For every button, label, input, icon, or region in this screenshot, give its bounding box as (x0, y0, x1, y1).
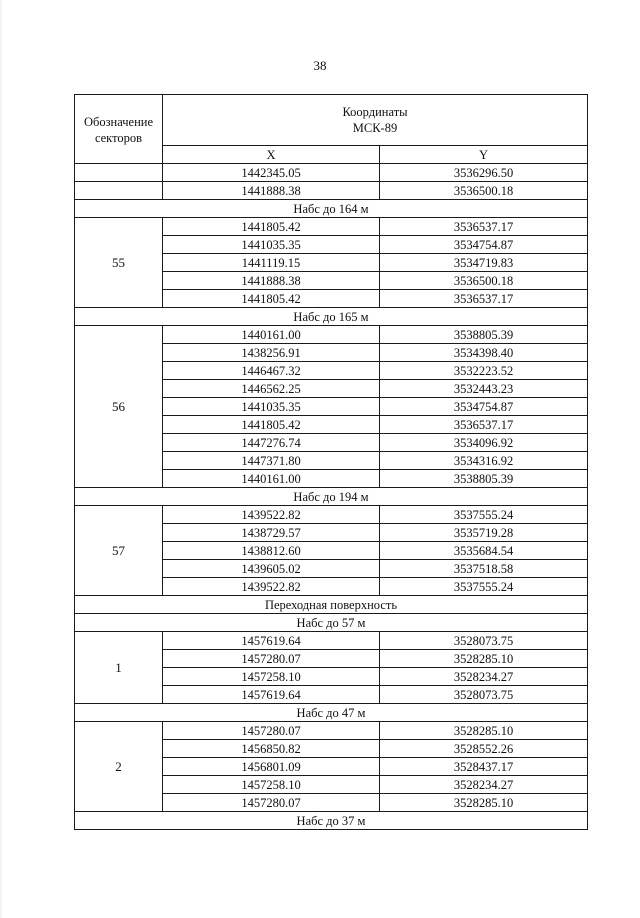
y-coordinate-cell: 3536537.17 (380, 218, 588, 236)
y-coordinate-cell: 3534316.92 (380, 452, 588, 470)
x-coordinate-cell: 1439522.82 (163, 578, 380, 596)
table-body (75, 164, 588, 830)
height-limit-label: Набс до 194 м (75, 488, 588, 506)
y-coordinate-cell: 3534754.87 (380, 398, 588, 416)
y-coordinate-cell: 3535719.28 (380, 524, 588, 542)
sector-cell-empty (75, 164, 163, 182)
y-coordinate-cell: 3534096.92 (380, 434, 588, 452)
y-coordinate-cell: 3536500.18 (380, 272, 588, 290)
y-coordinate-cell: 3528285.10 (380, 722, 588, 740)
x-coordinate-cell: 1457280.07 (163, 722, 380, 740)
height-limit-row (75, 704, 588, 722)
coordinates-table (74, 94, 588, 830)
y-coordinate-cell: 3538805.39 (380, 326, 588, 344)
y-coordinate-cell: 3536537.17 (380, 416, 588, 434)
sector-number-cell: 2 (75, 722, 163, 812)
table-row (75, 218, 588, 236)
height-limit-label: Набс до 47 м (75, 704, 588, 722)
table-row (75, 326, 588, 344)
sector-number-cell: 1 (75, 632, 163, 704)
table-row (75, 722, 588, 740)
height-limit-label: Переходная поверхность (75, 596, 588, 614)
scan-edge (0, 0, 2, 918)
x-coordinate-cell: 1447371.80 (163, 452, 380, 470)
y-coordinate-cell: 3532443.23 (380, 380, 588, 398)
x-coordinate-cell: 1440161.00 (163, 326, 380, 344)
y-coordinate-cell: 3528073.75 (380, 632, 588, 650)
y-coordinate-cell: 3537555.24 (380, 578, 588, 596)
x-coordinate-cell: 1441805.42 (163, 218, 380, 236)
x-coordinate-cell: 1439605.02 (163, 560, 380, 578)
x-coordinate-cell: 1438812.60 (163, 542, 380, 560)
y-coordinate-cell: 3528234.27 (380, 776, 588, 794)
x-coordinate-cell: 1441888.38 (163, 182, 380, 200)
x-coordinate-cell: 1457280.07 (163, 650, 380, 668)
y-coordinate-cell: 3537518.58 (380, 560, 588, 578)
x-coordinate-cell: 1446562.25 (163, 380, 380, 398)
y-coordinate-cell: 3528285.10 (380, 650, 588, 668)
x-coordinate-cell: 1441805.42 (163, 290, 380, 308)
x-coordinate-cell: 1457619.64 (163, 632, 380, 650)
y-coordinate-cell: 3536537.17 (380, 290, 588, 308)
y-coordinate-cell: 3532223.52 (380, 362, 588, 380)
x-column-header: X (163, 146, 380, 164)
x-coordinate-cell: 1440161.00 (163, 470, 380, 488)
y-coordinate-cell: 3528437.17 (380, 758, 588, 776)
sector-number-cell: 56 (75, 326, 163, 488)
page-number: 38 (313, 58, 327, 73)
x-coordinate-cell: 1446467.32 (163, 362, 380, 380)
y-coordinate-cell: 3534754.87 (380, 236, 588, 254)
x-coordinate-cell: 1456801.09 (163, 758, 380, 776)
table-row (75, 632, 588, 650)
y-column-header: Y (380, 146, 588, 164)
height-limit-row (75, 308, 588, 326)
height-limit-label: Набс до 37 м (75, 812, 588, 830)
x-coordinate-cell: 1441805.42 (163, 416, 380, 434)
x-coordinate-cell: 1441035.35 (163, 236, 380, 254)
x-coordinate-cell: 1456850.82 (163, 740, 380, 758)
height-limit-row (75, 614, 588, 632)
y-coordinate-cell: 3534719.83 (380, 254, 588, 272)
x-coordinate-cell: 1438256.91 (163, 344, 380, 362)
sector-number-cell: 55 (75, 218, 163, 308)
sector-number-cell: 57 (75, 506, 163, 596)
height-limit-row (75, 200, 588, 218)
x-coordinate-cell: 1439522.82 (163, 506, 380, 524)
height-limit-label: Набс до 165 м (75, 308, 588, 326)
sector-cell-empty (75, 182, 163, 200)
x-coordinate-cell: 1442345.05 (163, 164, 380, 182)
sector-column-header: Обозначение секторов (75, 95, 163, 164)
x-coordinate-cell: 1447276.74 (163, 434, 380, 452)
height-limit-row (75, 596, 588, 614)
y-coordinate-cell: 3534398.40 (380, 344, 588, 362)
y-coordinate-cell: 3538805.39 (380, 470, 588, 488)
table-row (75, 164, 588, 182)
y-coordinate-cell: 3535684.54 (380, 542, 588, 560)
x-coordinate-cell: 1457258.10 (163, 668, 380, 686)
height-limit-label: Набс до 57 м (75, 614, 588, 632)
y-coordinate-cell: 3536296.50 (380, 164, 588, 182)
x-coordinate-cell: 1438729.57 (163, 524, 380, 542)
height-limit-row (75, 488, 588, 506)
y-coordinate-cell: 3528234.27 (380, 668, 588, 686)
table-row (75, 506, 588, 524)
x-coordinate-cell: 1441888.38 (163, 272, 380, 290)
x-coordinate-cell: 1457258.10 (163, 776, 380, 794)
height-limit-label: Набс до 164 м (75, 200, 588, 218)
y-coordinate-cell: 3528552.26 (380, 740, 588, 758)
x-coordinate-cell: 1457280.07 (163, 794, 380, 812)
table-row (75, 182, 588, 200)
y-coordinate-cell: 3528073.75 (380, 686, 588, 704)
coordinates-title: Координаты (342, 105, 408, 119)
height-limit-row (75, 812, 588, 830)
x-coordinate-cell: 1441035.35 (163, 398, 380, 416)
y-coordinate-cell: 3528285.10 (380, 794, 588, 812)
y-coordinate-cell: 3536500.18 (380, 182, 588, 200)
coordinates-column-header (163, 95, 588, 146)
x-coordinate-cell: 1457619.64 (163, 686, 380, 704)
coordinate-system-label: МСК-89 (352, 121, 398, 135)
x-coordinate-cell: 1441119.15 (163, 254, 380, 272)
y-coordinate-cell: 3537555.24 (380, 506, 588, 524)
